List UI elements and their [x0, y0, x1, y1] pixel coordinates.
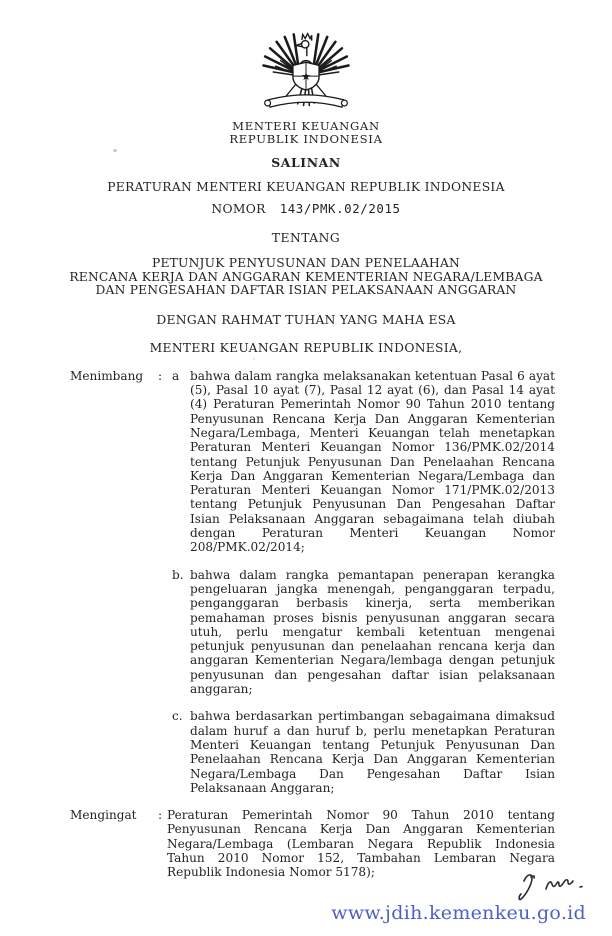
number-value: 143/PMK.02/2015: [279, 201, 401, 216]
scan-speck: [113, 149, 117, 152]
regulation-title: PERATURAN MENTERI KEUANGAN REPUBLIK INDONESIA: [107, 180, 505, 194]
considering-label: Menimbang: [70, 368, 144, 383]
considering-item-a: [172, 369, 555, 555]
considering-item-c: [172, 709, 555, 795]
recalling-colon: :: [158, 808, 163, 823]
item-marker: a: [172, 368, 180, 383]
recalling-text: Peraturan Pemerintah Nomor 90 Tahun 2010 tentang Penyusunan Rencana Kerja Dan Anggaran Kementerian Negara/Lembaga (Lembaran Negara Republik Indonesia Tahun 2010 Nomor 152, Tambahan Lembaran Negara Republik Indonesia Nomor 5178);: [167, 808, 555, 880]
item-marker: c.: [172, 709, 183, 724]
considering-item-b: [172, 568, 555, 697]
subject-line-2: RENCANA KERJA DAN ANGGARAN KEMENTERIAN NEGARA/LEMBAGA: [69, 269, 543, 284]
ministry-name: MENTERI KEUANGAN: [232, 119, 380, 133]
document-body: [70, 369, 555, 880]
subject-line-1: PETUNJUK PENYUSUNAN DAN PENELAAHAN: [151, 256, 461, 270]
subject-line-3: DAN PENGESAHAN DAFTAR ISIAN PELAKSANAAN ANGGARAN: [95, 283, 517, 298]
recalling-section: [70, 808, 555, 879]
regulation-subject: [0, 257, 612, 298]
authority-line: MENTERI KEUANGAN REPUBLIK INDONESIA,: [149, 340, 463, 355]
handwritten-initials-icon: [510, 869, 594, 903]
item-text: bahwa dalam rangka pemantapan penerapan kerangka pengeluaran jangka menengah, penganggaran terpadu, penganggaran berbasis kinerja, serta memberikan pemahaman proses bisnis penyusunan anggaran secara utuh, perlu mengatur kembali ketentuan mengenai petunjuk penyusunan dan penelaahan rencana kerja dan anggaran Kementerian Negara/lembaga dengan petunjuk penyusunan dan pengesahan daftar isian pelaksanaan anggaran;: [190, 567, 555, 697]
invocation-line: DENGAN RAHMAT TUHAN YANG MAHA ESA: [156, 312, 456, 327]
item-text: bahwa berdasarkan pertimbangan sebagaimana dimaksud dalam huruf a dan huruf b, perlu menetapkan Peraturan Menteri Keuangan tentang Petunjuk Penyusunan Dan Penelaahan Rencana Kerja Dan Anggaran Kementerian Negara/Lembaga Dan Pengesahan Daftar Isian Pelaksanaan Anggaran;: [190, 709, 555, 795]
ministry-country: REPUBLIK INDONESIA: [229, 132, 383, 146]
scan-speck: [289, 317, 291, 319]
considering-section: [70, 369, 555, 808]
regulation-number-line: [0, 201, 612, 216]
jdih-website-link[interactable]: www.jdih.kemenkeu.go.id: [331, 902, 586, 924]
number-label: NOMOR: [211, 202, 266, 216]
item-marker: b.: [172, 567, 184, 582]
considering-colon: :: [158, 368, 163, 383]
scan-speck: [253, 358, 255, 360]
garuda-pancasila-icon: [257, 30, 355, 114]
item-text: bahwa dalam rangka melaksanakan ketentuan Pasal 6 ayat (5), Pasal 10 ayat (7), Pasal 12 ayat (6), dan Pasal 14 ayat (4) Peraturan Pemerintah Nomor 90 Tahun 2010 tentang Penyusunan Rencana Kerja Dan Anggaran Kementerian Negara/Lembaga, Menteri Keuangan telah menetapkan Peraturan Menteri Keuangan Nomor 136/PMK.02/2014 tentang Petunjuk Penyusunan Dan Penelaahan Rencana Kerja Dan Anggaran Kementerian Negara/Lembaga dan Peraturan Menteri Keuangan Nomor 171/PMK.02/2013 tentang Petunjuk Penyusunan Dan Pengesahan Daftar Isian Pelaksanaan Anggaran sebagaimana telah diubah dengan Peraturan Menteri Keuangan Nomor 208/PMK.02/2014;: [190, 368, 555, 555]
recalling-label: Mengingat: [70, 808, 137, 823]
about-label: TENTANG: [271, 231, 341, 245]
copy-label: SALINAN: [271, 155, 341, 170]
